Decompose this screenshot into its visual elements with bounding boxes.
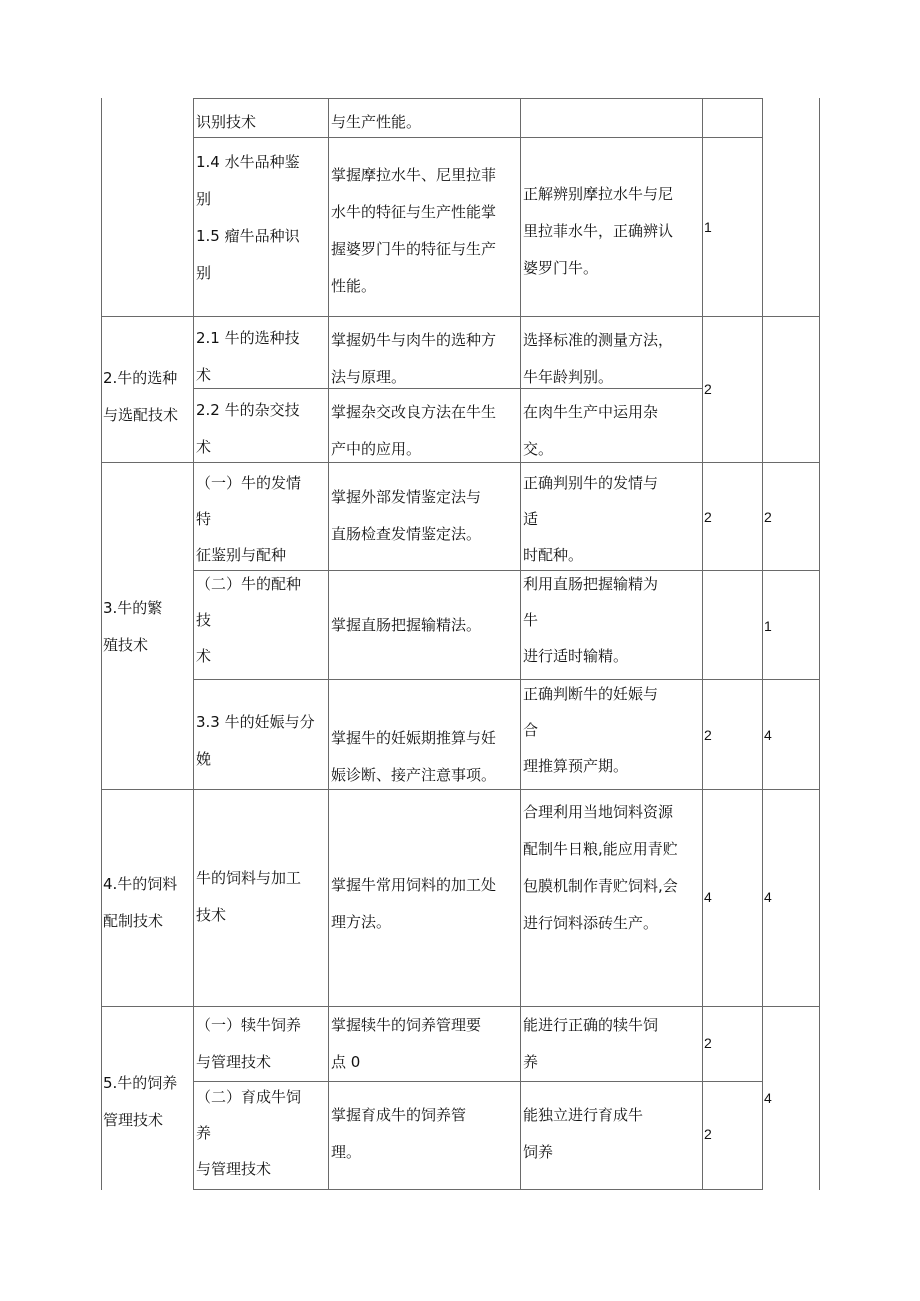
knowledge-line: 直肠检查发情鉴定法。 — [331, 525, 482, 543]
hours-b: 4 — [764, 1090, 772, 1106]
hours-b: 4 — [764, 889, 772, 905]
grid-line — [193, 98, 762, 99]
knowledge-cell — [331, 720, 496, 794]
module-line: 殖技术 — [103, 636, 149, 654]
topic-cell — [196, 144, 300, 292]
knowledge-cell — [331, 1097, 466, 1171]
skill-line: 在肉牛生产中运用杂 — [523, 403, 659, 421]
grid-line — [101, 98, 102, 1190]
skill-cell — [523, 1007, 658, 1081]
topic-cell — [196, 860, 301, 934]
skill-cell — [523, 465, 658, 573]
topic-line: （一）犊牛饲养 — [196, 1016, 302, 1034]
knowledge-line: 掌握犊牛的饲养管理要 — [331, 1016, 482, 1034]
knowledge-line: 娠诊断、接产注意事项。 — [331, 766, 497, 784]
knowledge-line: 掌握杂交改良方法在牛生 — [331, 403, 497, 421]
topic-line: 术 — [196, 438, 212, 456]
grid-line — [328, 98, 329, 1190]
topic-line: 别 — [196, 264, 212, 282]
skill-cell — [523, 676, 658, 784]
topic-line: （二）牛的配种 — [196, 575, 302, 593]
knowledge-cell — [331, 867, 496, 941]
skill-line: 养 — [523, 1053, 539, 1071]
module-line: 管理技术 — [103, 1111, 164, 1129]
topic-line: 1.4 水牛品种鉴 — [196, 153, 300, 171]
skill-line: 进行适时输精。 — [523, 647, 629, 665]
hours-a: 2 — [704, 381, 712, 397]
skill-cell — [523, 394, 658, 468]
module-line: 5.牛的饲养 — [103, 1074, 178, 1092]
topic-line: 3.3 牛的妊娠与分 — [196, 713, 315, 731]
skill-cell — [523, 176, 673, 287]
hours-a: 2 — [704, 509, 712, 525]
module-line: 2.牛的选种 — [103, 369, 178, 387]
topic-cell — [196, 392, 300, 466]
grid-line — [193, 137, 762, 138]
topic-line: 技 — [196, 611, 212, 629]
knowledge-line: 理。 — [331, 1143, 362, 1161]
module-cell — [103, 590, 162, 664]
skill-line: 牛 — [523, 611, 539, 629]
skill-cell — [523, 794, 678, 942]
topic-line: 1.5 瘤牛品种识 — [196, 227, 300, 245]
knowledge-cell — [331, 157, 496, 305]
hours-a: 4 — [704, 889, 712, 905]
knowledge-line: 点 0 — [331, 1053, 361, 1071]
topic-line: 与管理技术 — [196, 1160, 272, 1178]
knowledge-cell — [331, 607, 481, 644]
knowledge-line: 与生产性能。 — [331, 113, 422, 131]
knowledge-line: 掌握牛的妊娠期推算与妊 — [331, 729, 497, 747]
grid-line — [193, 98, 194, 1190]
topic-line: 2.1 牛的选种技 — [196, 329, 300, 347]
grid-line — [193, 1189, 762, 1190]
hours-a: 1 — [704, 219, 712, 235]
module-line: 3.牛的繁 — [103, 599, 163, 617]
topic-cell — [196, 104, 256, 141]
topic-line: 识别技术 — [196, 113, 257, 131]
knowledge-line: 掌握奶牛与肉牛的选种方 — [331, 331, 497, 349]
knowledge-line: 掌握牛常用饲料的加工处 — [331, 876, 497, 894]
grid-line — [819, 98, 820, 1190]
skill-line: 牛年龄判别。 — [523, 368, 614, 386]
grid-line — [702, 98, 703, 1190]
topic-cell — [196, 1007, 301, 1081]
knowledge-line: 理方法。 — [331, 913, 392, 931]
topic-cell — [196, 704, 315, 778]
skill-line: 配制牛日粮,能应用青贮 — [523, 840, 678, 858]
skill-line: 合 — [523, 721, 539, 739]
knowledge-cell — [331, 322, 496, 396]
skill-cell — [523, 1097, 643, 1171]
topic-line: 牛的饲料与加工 — [196, 869, 302, 887]
module-line: 与选配技术 — [103, 406, 179, 424]
knowledge-cell — [331, 1007, 481, 1081]
topic-cell — [196, 566, 301, 674]
grid-line — [520, 98, 521, 1190]
topic-line: 别 — [196, 190, 212, 208]
module-cell — [103, 866, 177, 940]
skill-line: 合理利用当地饲料资源 — [523, 803, 674, 821]
hours-a: 2 — [704, 1126, 712, 1142]
skill-line: 婆罗门牛。 — [523, 259, 599, 277]
grid-line — [193, 679, 819, 680]
skill-line: 时配种。 — [523, 546, 584, 564]
knowledge-line: 水牛的特征与生产性能掌 — [331, 203, 497, 221]
skill-line: 利用直肠把握输精为 — [523, 575, 659, 593]
topic-line: 征鉴别与配种 — [196, 546, 287, 564]
skill-line: 饲养 — [523, 1143, 554, 1161]
skill-line: 能进行正确的犊牛饲 — [523, 1016, 659, 1034]
topic-line: 特 — [196, 510, 212, 528]
knowledge-cell — [331, 104, 421, 141]
knowledge-line: 掌握育成牛的饲养管 — [331, 1106, 467, 1124]
skill-line: 理推算预产期。 — [523, 757, 629, 775]
knowledge-line: 法与原理。 — [331, 368, 407, 386]
skill-line: 包膜机制作青贮饲料,会 — [523, 877, 678, 895]
knowledge-line: 掌握摩拉水牛、尼里拉菲 — [331, 166, 497, 184]
skill-line: 正确判断牛的妊娠与 — [523, 685, 659, 703]
topic-line: 养 — [196, 1124, 212, 1142]
knowledge-cell — [331, 479, 481, 553]
topic-cell — [196, 1079, 301, 1187]
module-line: 配制技术 — [103, 912, 164, 930]
topic-line: 术 — [196, 647, 212, 665]
hours-b: 4 — [764, 727, 772, 743]
skill-cell — [523, 566, 658, 674]
topic-line: 2.2 牛的杂交技 — [196, 401, 300, 419]
skill-line: 正确判别牛的发情与 — [523, 474, 659, 492]
module-line: 4.牛的饲料 — [103, 875, 178, 893]
knowledge-line: 掌握直肠把握输精法。 — [331, 616, 482, 634]
grid-line — [762, 98, 763, 1190]
skill-line: 选择标准的测量方法， — [523, 331, 674, 349]
hours-b: 1 — [764, 618, 772, 634]
topic-cell — [196, 465, 301, 573]
knowledge-line: 性能。 — [331, 277, 377, 295]
skill-line: 正解辨别摩拉水牛与尼 — [523, 185, 674, 203]
topic-line: 技术 — [196, 906, 227, 924]
topic-line: 与管理技术 — [196, 1053, 272, 1071]
module-cell — [103, 1065, 177, 1139]
skill-line: 能独立进行育成牛 — [523, 1106, 644, 1124]
knowledge-line: 掌握外部发情鉴定法与 — [331, 488, 482, 506]
topic-line: 术 — [196, 366, 212, 384]
module-cell — [103, 360, 178, 434]
knowledge-cell — [331, 394, 496, 468]
skill-cell — [523, 322, 673, 396]
topic-line: （一）牛的发情 — [196, 474, 302, 492]
topic-line: （二）育成牛饲 — [196, 1088, 302, 1106]
skill-line: 交。 — [523, 440, 554, 458]
skill-line: 适 — [523, 510, 539, 528]
hours-a: 2 — [704, 727, 712, 743]
knowledge-line: 产中的应用。 — [331, 440, 422, 458]
hours-a: 2 — [704, 1035, 712, 1051]
grid-line — [101, 316, 819, 317]
topic-line: 娩 — [196, 750, 212, 768]
topic-cell — [196, 320, 300, 394]
skill-line: 里拉菲水牛，正确辨认 — [523, 222, 674, 240]
hours-b: 2 — [764, 509, 772, 525]
skill-line: 进行饲料添砖生产。 — [523, 914, 659, 932]
knowledge-line: 握婆罗门牛的特征与生产 — [331, 240, 497, 258]
